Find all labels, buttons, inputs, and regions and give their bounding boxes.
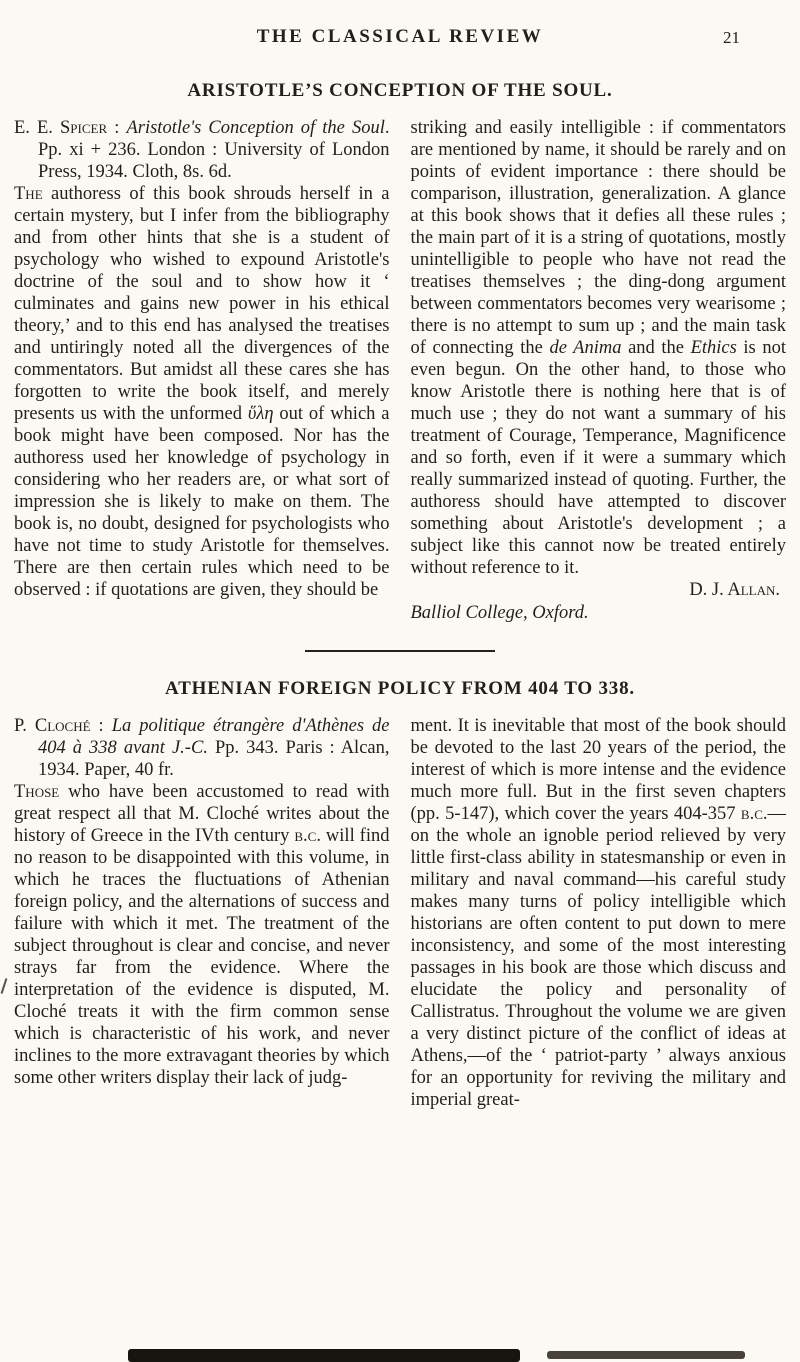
article-title-aristotle: ARISTOTLE’S CONCEPTION OF THE SOUL. bbox=[187, 80, 613, 101]
article-columns bbox=[14, 715, 786, 1111]
article-aristotle-review bbox=[14, 80, 786, 624]
book-citation: P. Cloché : La politique étrangère d'Athènes de 404 à 338 avant J.-C. Pp. 343. Paris : Alcan, 1934. Paper, 40 fr. bbox=[14, 716, 390, 780]
column-right bbox=[411, 715, 787, 1111]
book-citation: E. E. Spicer : Aristotle's Conception of the Soul. Pp. xi + 236. London : University of London Press, 1934. Cloth, 8s. 6d. bbox=[14, 118, 390, 182]
review-text-right: striking and easily intelligible : if commentators are mentioned by name, it should be rarely and on points of evident importance : there should be comparison, illustration, generalization. A glance at this book shows that it defies all these rules ; the main part of it is a string of quotations, mostly unintelligible to people who have not read the treatises themselves ; the ding-dong argument between commentators becomes very wearisome ; there is no attempt to sum up ; and the main task of connecting the de Anima and the Ethics is not even begun. On the other hand, to those who know Aristotle there is nothing here that is of much use ; they do not want a summary of his treatment of Courage, Temperance, Magnificence and so forth, even if it were a summary which really summarized instead of quoting. Further, the authoress should have attempted to discover something about Aristotle's development ; a subject like this cannot now be treated entirely without reference to it. bbox=[410, 118, 786, 578]
article-athens-review bbox=[14, 678, 786, 1111]
reviewer-name: D. J. Allan. bbox=[689, 580, 780, 600]
page-number: 21 bbox=[723, 28, 740, 47]
reviewer-affiliation: Balliol College, Oxford. bbox=[410, 603, 589, 623]
scan-artifact-bar bbox=[547, 1351, 745, 1359]
review-text-left: The authoress of this book shrouds herself in a certain mystery, but I infer from the bibliography and from other hints that she is a student of psychology who wished to expound Aristotle's doctrine of the soul and to show how it ‘ culminates and gains new power in his ethical theory,’ and to this end has analysed the treatises and untiringly noted all the divergences of the commentators. But amidst all these cares she has forgotten to write the book itself, and merely presents us with the unformed ὕλη out of which a book might have been composed. Nor has the authoress used her knowledge of psychology in considering who her readers are, or what sort of impression she is likely to make on them. The book is, no doubt, designed for psychologists who have not time to study Aristotle for themselves. There are then certain rules which need to be observed : if quotations are given, they should be bbox=[14, 184, 390, 600]
journal-title: THE CLASSICAL REVIEW bbox=[256, 26, 544, 47]
article-title-athens: ATHENIAN FOREIGN POLICY FROM 404 TO 338. bbox=[165, 678, 635, 699]
section-divider bbox=[305, 650, 495, 652]
review-text-right: ment. It is inevitable that most of the book should be devoted to the last 20 years of the period, the interest of which is more intense and the evidence much more full. But in the first seven chapters (pp. 5-147), which cover the years 404-357 b.c.—on the whole an ignoble period relieved by very little first-class ability in statesmanship or even in military and naval command—his careful study makes many turns of policy intelligible which historians are often content to put down to mere inconsistency, and some of the most interesting passages in his book are those which discuss and elucidate the policy and personality of Callistratus. Throughout the volume we are given a very distinct picture of the conflict of ideas at Athens,—of the ‘ patriot-party ’ always anxious for an opportunity for reviving the military and imperial great- bbox=[410, 716, 786, 1110]
running-head bbox=[14, 26, 786, 54]
column-left bbox=[14, 715, 390, 1111]
reviewer-signature bbox=[411, 579, 787, 601]
column-right bbox=[411, 117, 787, 624]
article-columns bbox=[14, 117, 786, 624]
column-left bbox=[14, 117, 390, 624]
review-text-left: Those who have been accustomed to read with great respect all that M. Cloché writes about the history of Greece in the IVth century b.c. will find no reason to be disappointed with this volume, in which he traces the fluctuations of Athenian foreign policy, and the alternations of success and failure with which it met. The treatment of the subject throughout is clear and concise, and never strays far from the evidence. Where the interpretation of the evidence is disputed, M. Cloché treats it with the firm common sense which is characteristic of his work, and never inclines to the more extravagant theories by which some other writers display their lack of judg- bbox=[14, 782, 390, 1088]
scan-artifact-bar bbox=[128, 1349, 520, 1362]
